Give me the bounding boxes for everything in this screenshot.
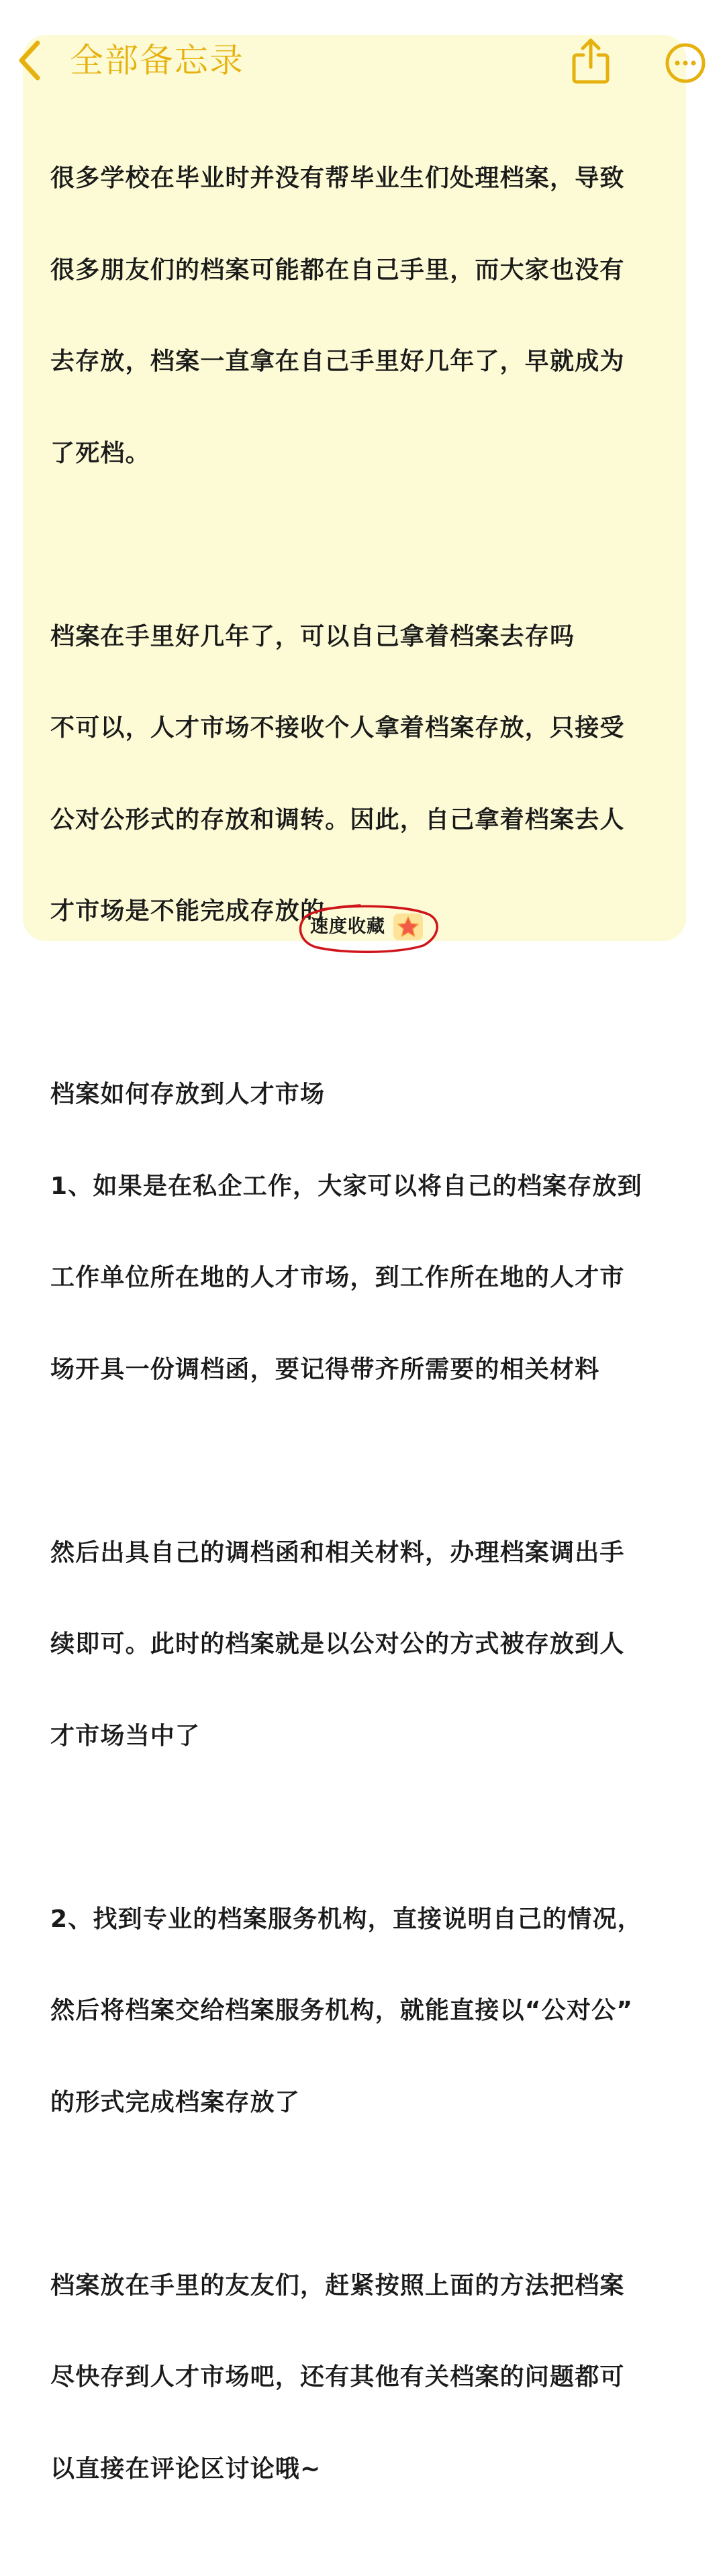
text-line: 很多学校在毕业时并没有帮毕业生们处理档案，导致 [50,164,625,192]
paragraph-4 [50,1477,675,1813]
text-line: 续即可。此时的档案就是以公对公的方式被存放到人 [50,1630,625,1658]
star-icon [393,913,423,940]
ellipsis-circle-icon[interactable] [665,42,706,84]
paragraph-6 [50,2210,675,2546]
text-line: 场开具一份调档函，要记得带齐所需要的相关材料 [50,1355,600,1383]
text-line: 了死档。 [50,439,150,467]
text-line: 档案放在手里的友友们，赶紧按照上面的方法把档案 [50,2271,625,2299]
text-line: 然后出具自己的调档函和相关材料，办理档案调出手 [50,1538,625,1567]
share-icon[interactable] [571,37,611,85]
text-line: 档案在手里好几年了，可以自己拿着档案去存吗 [50,622,575,650]
back-button[interactable] [15,39,244,82]
chevron-left-icon [15,39,44,82]
text-line: 工作单位所在地的人才市场，到工作所在地的人才市 [50,1264,625,1291]
text-line: 2、找到专业的档案服务机构，直接说明自己的情况， [50,1905,642,1933]
text-line: 不可以，人才市场不接收个人拿着档案存放，只接受 [50,714,625,742]
text-line: 尽快存到人才市场吧，还有其他有关档案的问题都可 [50,2363,625,2391]
text-line: 以直接在评论区讨论哦~ [50,2455,322,2483]
save-badge [295,903,440,954]
text-line: 的形式完成档案存放了 [50,2088,301,2116]
text-line: 去存放，档案一直拿在自己手里好几年了，早就成为 [50,348,625,375]
note-body[interactable] [50,102,675,2576]
nav-bar [0,0,725,87]
save-label: 速度收藏 [310,916,385,937]
back-label: 全部备忘录 [70,41,244,80]
text-line: 公对公形式的存放和调转。因此，自己拿着档案去人 [50,805,625,834]
text-line: 然后将档案交给档案服务机构，就能直接以“公对公” [50,1997,634,2024]
text-line: 档案如何存放到人才市场 [50,1081,326,1108]
text-line: 1、如果是在私企工作，大家可以将自己的档案存放到 [50,1172,642,1200]
text-line: 才市场是不能完成存放的 [50,897,326,925]
paragraph-3 [50,1018,675,1446]
paragraph-1 [50,102,675,530]
paragraph-5 [50,1843,675,2179]
text-line: 很多朋友们的档案可能都在自己手里，而大家也没有 [50,256,625,284]
text-line: 才市场当中了 [50,1722,201,1750]
star-glyph [393,913,423,940]
